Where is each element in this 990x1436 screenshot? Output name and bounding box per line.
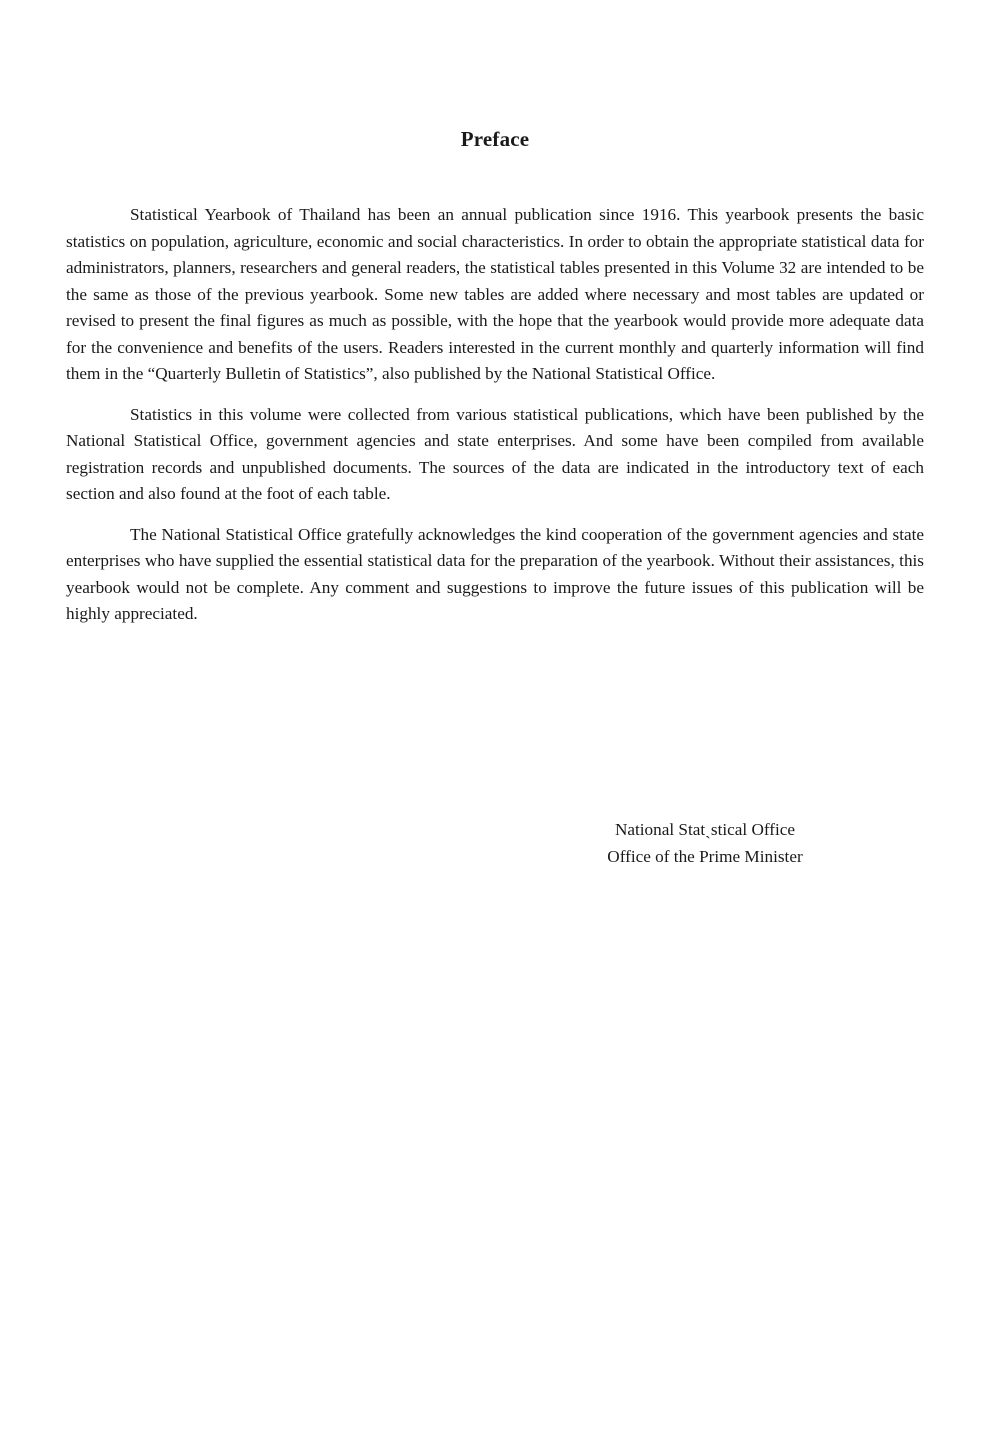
preface-body (66, 202, 924, 628)
paragraph-3: The National Statistical Office gratefully acknowledges the kind cooperation of the government agencies and state enterprises who have supplied the essential statistical data for the preparation of the yearbook. Without their assistances, this yearbook would not be complete. Any comment and suggestions to improve the future issues of this publication will be highly appreciated. (66, 524, 924, 623)
signature-block (560, 816, 850, 870)
paragraph-1: Statistical Yearbook of Thailand has been an annual publication since 1916. This yearbook presents the basic statistics on population, agriculture, economic and social characteristics. In order to obtain the appropriate statistical data for administrators, planners, researchers and general readers, the statistical tables presented in this Volume 32 are intended to be the same as those of the previous yearbook. Some new tables are added where necessary and most tables are updated or revised to present the final figures as much as possible, with the hope that the yearbook would provide more adequate data for the convenience and benefits of the users. Readers interested in the current monthly and quarterly information will find them in the “Quarterly Bulletin of Statistics”, also published by the National Statistical Office. (66, 205, 924, 383)
page-title: Preface (460, 127, 530, 151)
signature-ministry: Office of the Prime Minister (607, 847, 803, 866)
paragraph-2: Statistics in this volume were collected from various statistical publications, which have been published by the National Statistical Office, government agencies and state enterprises. And some have been compiled from available registration records and unpublished documents. The sources of the data are indicated in the introductory text of each section and also found at the foot of each table. (66, 404, 924, 503)
signature-office: National Statˎstical Office (614, 820, 796, 839)
